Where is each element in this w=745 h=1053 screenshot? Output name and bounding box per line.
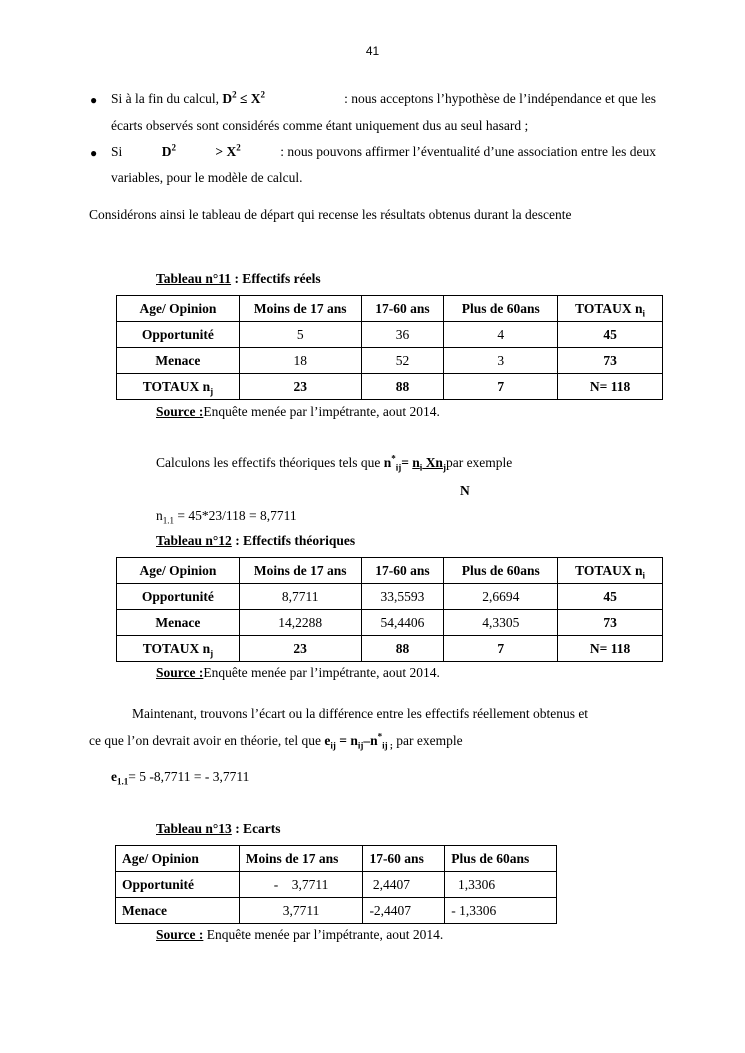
bullet-2-line-1: Si $D^2$ > $X^2$ : nous pouvons affirmer l’éventualité d’une association entre les deux xyxy=(111,142,656,159)
table-cell: 7 xyxy=(444,374,558,400)
row-label: Opportunité xyxy=(117,322,240,348)
table-cell: 14,2288 xyxy=(239,610,361,636)
header-cell: Moins de 17 ans xyxy=(239,296,361,322)
header-cell: Moins de 17 ans xyxy=(239,558,361,584)
table-row xyxy=(117,322,663,348)
calc-example: $n_{1.1} = 45*23/118 = 8,7711$ xyxy=(156,508,297,526)
bullet-1-line-1: Si à la fin du calcul, $D^2 \le X^2$ : nous acceptons l’hypothèse de l’indépendance et que les xyxy=(111,89,656,106)
header-cell: Age/ Opinion xyxy=(117,296,240,322)
table-cell: N= 118 xyxy=(558,636,663,662)
header-cell: Plus de 60ans xyxy=(445,846,557,872)
table-total-row xyxy=(117,374,663,400)
row-label: TOTAUX $n_j$ xyxy=(117,636,240,662)
table13-caption: Tableau n°13 : Ecarts xyxy=(156,821,281,836)
header-cell: Age/ Opinion xyxy=(116,846,240,872)
table11-caption: Tableau n°11 : Effectifs réels xyxy=(156,271,321,286)
table11 xyxy=(116,295,663,400)
intro-text: Considérons ainsi le tableau de départ qui recense les résultats obtenus durant la descente xyxy=(89,207,572,222)
table-row xyxy=(117,610,663,636)
table-cell: 7 xyxy=(444,636,558,662)
header-cell: Moins de 17 ans xyxy=(239,846,363,872)
table-header-row xyxy=(117,558,663,584)
bullet-2-line-2: variables, pour le modèle de calcul. xyxy=(111,170,303,185)
table-row xyxy=(116,898,557,924)
table-cell: 54,4406 xyxy=(361,610,444,636)
row-label: Menace xyxy=(117,348,240,374)
table12-source: Source :Enquête menée par l’impétrante, aout 2014. xyxy=(156,665,440,680)
row-label: TOTAUX $n_j$ xyxy=(117,374,240,400)
calc-formula: Calculons les effectifs théoriques tels que $n^*_{ij}= n_i$ $Xn_jpar$ exemple xyxy=(156,453,513,473)
table-cell: 1,3306 xyxy=(445,872,557,898)
table-cell: 8,7711 xyxy=(239,584,361,610)
table-row xyxy=(116,872,557,898)
header-cell: 17-60 ans xyxy=(361,558,444,584)
para-line-2: ce que l’on devrait avoir en théorie, tel que $e_{ij} = n_{ij}-n^*_{ij ;}$ par exemple xyxy=(89,731,463,751)
bullet-icon: ● xyxy=(90,93,98,107)
table-cell: 4 xyxy=(444,322,558,348)
table-cell: 23 xyxy=(239,374,361,400)
header-cell: TOTAUX $n_i$ xyxy=(558,558,663,584)
calc-denominator: N xyxy=(460,483,470,498)
table-cell: -2,4407 xyxy=(363,898,445,924)
table-cell: 88 xyxy=(361,374,444,400)
table-cell: 23 xyxy=(239,636,361,662)
row-label: Menace xyxy=(116,898,240,924)
table-cell: 18 xyxy=(239,348,361,374)
table11-source: Source :Enquête menée par l’impétrante, aout 2014. xyxy=(156,404,440,419)
row-label: Menace xyxy=(117,610,240,636)
bullet-1-line-2: écarts observés sont considérés comme étant uniquement dus au seul hasard ; xyxy=(111,118,529,133)
table-total-row xyxy=(117,636,663,662)
header-cell: TOTAUX $n_i$ xyxy=(558,296,663,322)
table13-source: Source : Enquête menée par l’impétrante, aout 2014. xyxy=(156,927,444,942)
header-cell: Plus de 60ans xyxy=(444,296,558,322)
header-cell: 17-60 ans xyxy=(363,846,445,872)
table-cell: 73 xyxy=(558,348,663,374)
table-cell: 2,6694 xyxy=(444,584,558,610)
table-cell: 73 xyxy=(558,610,663,636)
table-cell: 45 xyxy=(558,584,663,610)
table-cell: 33,5593 xyxy=(361,584,444,610)
row-label: Opportunité xyxy=(116,872,240,898)
table-cell: N= 118 xyxy=(558,374,663,400)
para-line-1: Maintenant, trouvons l’écart ou la différence entre les effectifs réellement obtenus et xyxy=(132,706,589,721)
table-cell: 3,7711 xyxy=(239,898,363,924)
row-label: Opportunité xyxy=(117,584,240,610)
table-cell: 45 xyxy=(558,322,663,348)
table-cell: - 3,7711 xyxy=(239,872,363,898)
table13 xyxy=(115,845,557,924)
header-cell: 17-60 ans xyxy=(361,296,444,322)
table-cell: 2,4407 xyxy=(363,872,445,898)
table-cell: 5 xyxy=(239,322,361,348)
table12 xyxy=(116,557,663,662)
table-row xyxy=(117,348,663,374)
table-header-row xyxy=(116,846,557,872)
table12-caption: Tableau n°12 : Effectifs théoriques xyxy=(156,533,356,548)
bullet-icon: ● xyxy=(90,146,98,160)
table-cell: 3 xyxy=(444,348,558,374)
table-cell: 36 xyxy=(361,322,444,348)
table-cell: - 1,3306 xyxy=(445,898,557,924)
header-cell: Plus de 60ans xyxy=(444,558,558,584)
table-cell: 52 xyxy=(361,348,444,374)
table-cell: 88 xyxy=(361,636,444,662)
table-cell: 4,3305 xyxy=(444,610,558,636)
example-e: $e_{1.1}= 5$ -8,7711 = - 3,7711 xyxy=(111,769,250,787)
header-cell: Age/ Opinion xyxy=(117,558,240,584)
table-row xyxy=(117,584,663,610)
table-header-row xyxy=(117,296,663,322)
page-number: 41 xyxy=(365,44,380,58)
